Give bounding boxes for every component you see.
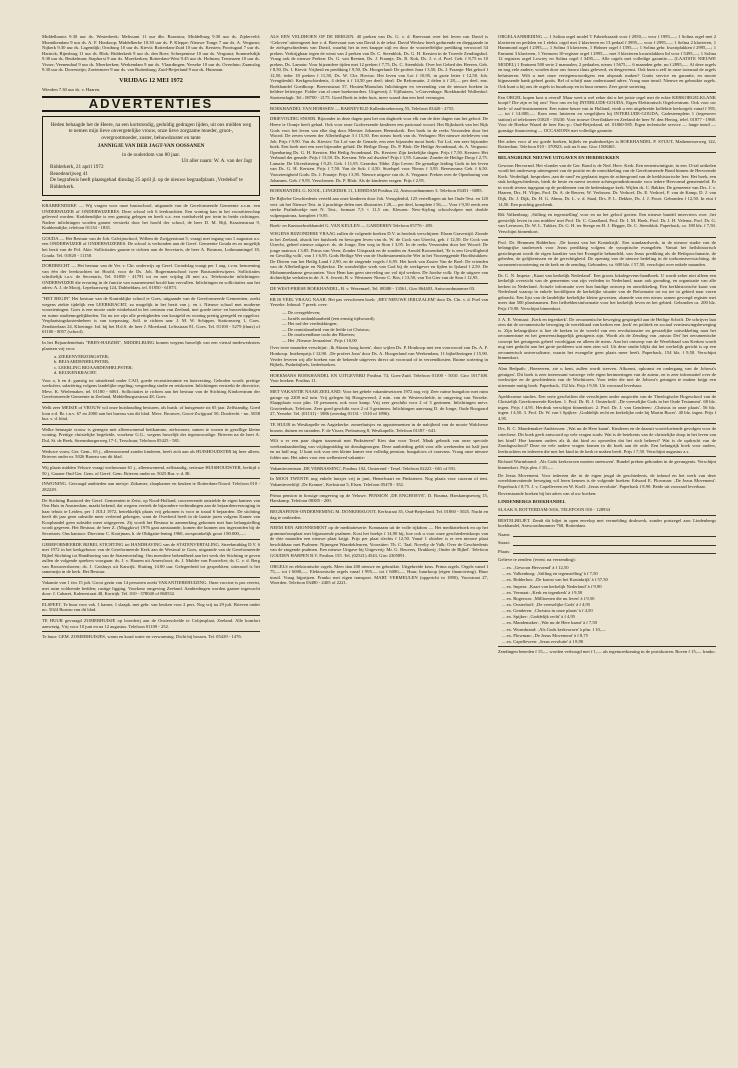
divider bbox=[42, 293, 260, 294]
announcement-intro: Heden behaagde het de Heere, na een kortstondig, geduldig gedragen lijden, uit ons midden weg te nemen mijn lieve onvergetelijke vrouw, onze lieve zorgzame moeder, groot-, overgrootmoeder, zuster, behuwdzuster en tante bbox=[50, 121, 252, 141]
order-item[interactable]: ....ex. Wurmbrand: ‚Als Gods kerkvorsen' à plm. f 10,— bbox=[502, 626, 606, 632]
announcement-street: Benedenrijweg 41 bbox=[50, 170, 88, 177]
order-item[interactable]: ....ex. ‚Gewoon Hervormd' à f 12,50 bbox=[502, 565, 569, 571]
ad-text: ER IS VEEL VRAAG NAAR: Het pas verschenen boek: ‚HET NIEUWE JERUZALEM' door Ds. Chr. v. d. Poel van Yerseke. Inhoud: 7 preek. over: bbox=[270, 296, 488, 308]
divider bbox=[498, 270, 716, 271]
column-2 bbox=[270, 34, 488, 1050]
divider bbox=[498, 391, 716, 392]
ad-text: Dr. C. N. Impeta: ‚Kaart van kerkelijk Nederland'. Een groots lokalegevens-handboek. U wordt zeker niet alleen een kerkelijk overzicht van de gemeenten van zijn verleden in Nederland, maar ook gronding, en organisatie van alle kerken in Nederland. Actuele informatie over hun huidige ontwerp en ontwikkeling. Een kerkhistorische kaart van Nederland waarop in enkele hoofdlijnen de kerkelijke situatie van de Reformatie tot nu toe in gebied naar voren gebracht. Een lijst van de landelijke kerkelijke kleine gewesten, alsmede van een nieuw samen gevoegd register met meer dan 500 plaatsnamen. Een liefhebbersinformatie voor het kerkelijk leven en het gebied. Gebonden ca. 200 blz. Prijs f 9,90. Verschijnt binnenkort. bbox=[498, 272, 716, 311]
divider bbox=[270, 103, 488, 104]
ad-text: Te huur: GEM. ZOMERHUISJES, warm en koud water en verwarming. Dicht bij bossen. Tel. 05429 - 1476. bbox=[42, 634, 242, 640]
ad-text: BOEKHANDEL VAN HORSSEN — BARNEVELD Kallenbroekerweg 55, Telefoon 03420 - 2755. bbox=[270, 105, 455, 111]
ad-text: De Bijbelse Geschiedenis verteld aan onze kinderen door Joh. Vreugdenhil, 125 vertellingen uit het Oude Test. en 120 vert. uit het Nieuwe Test. in 2 prachtige delen met illustraties f 28,— per deel, komplete f 56,—. Voor f 9,50 reeds een sterke Psalmboekje met N. Test., formaat 7,5 × 11,5 cm. Kleuren: New-Styling schoolvulpen met double vulpenpatrona, kompleet f 9,95. bbox=[270, 195, 488, 218]
order-item[interactable]: ....ex. Plowman: ‚De Jezus Movement' à f 8,75 bbox=[502, 632, 588, 638]
death-announcement bbox=[42, 116, 260, 196]
ad-text: DORDRECHT — Het bestuur van de Ver. v. Chr. onderwijs op Geref. Grondslag vraagt per 1 aug. i.v.m. benoeming van één der leerkrachten tot Hoofd, voor de Ds. Joh. Bogermanschool twee Basisonderwijzers. Sollicitaties schriftelijk t.a.v. de Secretaris, Tel. 01850 - 41791 tot en met vrijdag 26 mei a.s. Telefonische inlichtingen: ONDERWIJZER die ervaring in de functie van waarnemend hoofd kan vervullen. Inlichtingen en sollicitaties aan het adres: A. J. de Mooij, Lepelaarsweg 124, Dubbeldam, tel. 01850 - 61873. bbox=[42, 263, 260, 291]
divider bbox=[270, 386, 488, 387]
divider bbox=[42, 599, 260, 600]
divider bbox=[42, 577, 260, 578]
ad-text: DE WEST-FRIESE BOEKHANDEL, B. v. Wezemael, Tel. 08380 - 13561, Giro 864403, Antwoordnummer 03. bbox=[270, 286, 476, 292]
order-item[interactable]: ....ex. Vermaat: ‚Kerk en tegenkerk' à f 9,50 bbox=[502, 589, 583, 595]
form-name-field-label: Naam: bbox=[498, 531, 511, 537]
ad-text: TE HUUR in Westkapelle en Aagtekerke: zomerhuisjes en appartementen in de nabijheid van de mooie Walcherse bossen, duinen en stranden. F. de Visser, Prelaatweg 8, Westkapelle, Telefoon 01187 - 641. bbox=[270, 422, 488, 433]
ad-list-item: d. KEUKENKRACHT. bbox=[54, 370, 98, 376]
ad-text: ORGELAANBIEDING — 1 Solina orgel model T Fabriekszaak voor f 2950,— voor f 1995,—; 1 Solina orgel met 2 klavieren en pedalen en 1 elektr. orgel met 2 klavieren en 13 pedaal f 3995,— voor f 2995,—; 1 Solina 2 klavieren, 1 Hammond orgel f 2395,—; 1 Solina 3 klavieren, 1 Hohner orgel f 1395,—; 1 Solina gebr. kwartplakken f 2995,—; 1 Eminent 3 klavieren, 1 Vermoen 10-register orgel f 2995,— met 3 klavieren kwartslakken lid voor f 5495,—; 1 Solina 12 registers orgel Lowrey en Solina orgel f 3495,—. Alle orgels met volledige garantie.— (LAATSTE NIEUWE MODEL) 1 Eminent 500 serie 2 manualen, 2 pedaalen, nieuw f 5675,— 6 maanden gebr. nu f 2895,—. Al deze orgels en nog vele andere, worden door ons franco thuis geleverd, en desgewenst. Ook kunt u zelf in onze toonzaal de orgels beluisteren. Wilt u met onze vertegenwoordigers een afspraak maken? Gratis service en garantie, en mooie bijpassende bank geheel gratis. Bel of schrijf naar onderstaand adres. Vraag naar inruil. Nieuwe en gebruikte orgels. Ook kunt u bij ons de orgels in huurkoop en in huur nemen. Zeer grote sortering. bbox=[498, 34, 716, 89]
divider bbox=[270, 370, 488, 371]
ad-text: De Jezus Movement. Voor iedereen die in de eigen jeugd de geschiedenis, de inhoud en het werk van deze wereldomvattende beweging wil leren kennen is de volgende boeken: Edward E. Plowman: ‚De Jezus Movement'. Paperback f 8,75. J. v. Capelleveen en W. Kroll: ‚Jezus revolutie'. Paperback f 8,90. Beide uit voorraad leverbaar. bbox=[498, 472, 716, 489]
ad-list bbox=[54, 354, 260, 376]
ad-list-item: a. ZIEKENVERZORGSTER; bbox=[54, 353, 110, 359]
announcement-signed: Uit aller naam: W. A. van der Jagt bbox=[181, 157, 252, 164]
divider bbox=[42, 424, 260, 425]
ad-text: ALS EEN VELDHOEN OP DE BERGEN. 40 preken van Ds. G. v. d. Breevaart over het leven van David is ‘Geloven’ uiteengezet hoe v. d. Breevaart was van David is de tekst: David Weslaw heeft gedurende en diepgaande in de zielsgeschiedenis van David, waarbij het in een knappe stijl en door de voortreffelijke prediking verwoord 34 preken. Verkrijgbaar tegen de winst van 2 preken van Dr. C. Steenblok, Ds. G. H. Kersten in de Tweede Zendingsbul. Vraag ook de nieuwe Preken: Ds. G. van Reenen, Ds. J. Fraanje, Ds. R. Kok, Ds. J. v. d. Poel. Geb. f 8,75 in 10 preken, Ds. Lamain: Voor bijzondere tijden met 12 preken f 7,75, Ds. C. Steenblok: Over het Gebed des Heeren, Geb. f 8,50, Ds. I. Kievit: Vrijheid en prediking f 9,50, Ds. Hoogerland: De profeet Jona f 3,50, Ds. J. Fraanje: Het geloof f 12,50, ieder 18 preken f 11,50, Ds. W. Chr. Hovius: Het leven van Lot f 10,95, in grote letter f 12,50. Joh. Vreugdenhil: Kerkgeschiedenis, 4 delen à f 14,50 per deel; ideal. De Reformatie, 2 delen à f 28,— per deel, enz. Boekhandel Goedkoop: Boerenstraat 57, Houten/Maassluis Inlichtingen en verzending van de nieuwe boeken in heldere lettertype. Folder van al onze boekenorders. Uitgeverij J. Vijfhuizen, 's-Gravenhage. Boekhandel Wollenhof. Stoetenslagh. Tel.: 08700 - 2175. Goed Boek in ieder huis, meer waard dan een heel vermogen. bbox=[270, 34, 488, 101]
ad-list-item: b. BEJAARDENHELPSTER; bbox=[54, 359, 110, 365]
ad-text: J. A. E. Vermaat: ‚Kerk en tegenkerk'. De oecumenische beweging gespiegeld aan de Heilige Schrift. De schrijver laat zien dat de oecumenische beweging de wereldraad van kerken een ‚kerk' en politiek en sociaal vernieuwingsbeweging is. Zijn belangrijkste is hoe de kerken in de wereld van een revolutionaire en gevaarlijke ontwikkeling naar het oecumenisme en het gemeenschappelijk getuigenis zijn. Wordt als de Zending van ‚missio Dei' het oecumenische concept het getuigenis geheel voorbijgaat en alleen de mens. Aan het ontwerp van de Wereldraad van Kerken wordt nog niet gedacht aan het grote probleem wat men zien wil. Uit deze studie blijkt dat het werkelijk gericht is op een oecumenisch universalisme, waarin het evangelie geen plaats meer heeft. Paperback, 154 blz. f 9,50. Verschijnt binnenkort. bbox=[498, 316, 716, 361]
announcement-burial: De begrafenis heeft plaatsgehad dinsdag 25 april jl. op de nieuwe begraafplaats ‚Vredehof' te Ridderkerk. bbox=[50, 177, 243, 190]
divider bbox=[498, 456, 716, 457]
ad-text: MET VAKANTIE NAAR ZEELAND. Voor het gehele vakantieseizoen 1972 nog vrij: Zeer ruime bungalow met ruim garage op 2200 m2 tuin. Vrij gelegen bij Hoogeweerd, 2 min. van de Westerschelde, in omgeving van Yerseke. Slaapplaats voor plm. 10 personen, ook voor kamp. Vrij zeer geschikt voor 2 of 3 gezinnen. Inlichtingen mevr. Grootenhuis. Telefoon. Zeer goed geschikt voor 2 of 3 gezinnen. Inlichtingen aanvraag D. de Jonge, Oude Boogaard 27, Yerseke. Tel. (01131) - 1886 (overdag 01131 - 1510 of 1896). bbox=[270, 389, 488, 417]
ad-list-item: — De onmisbaarheid van de liefde tot Christus; bbox=[282, 326, 370, 332]
ad-text: LINDENBERGS BOEKHANDEL bbox=[498, 499, 566, 505]
divider bbox=[42, 233, 260, 234]
form-place-field-label: Plaats: bbox=[498, 548, 511, 554]
ad-text: Wierden 7.30 uur ds. v. Haaren. bbox=[42, 86, 101, 92]
ad-text: HOEKMANS BOEKHANDEL EN UITGEVERIJ Postbus 74, Goes-Zuid. Telefoon 01100 - 5010. Giro 1017108. Voor boeken: Postbus 11. bbox=[270, 372, 488, 384]
ad-text: Het adres voor al uw goede boeken, bijbels en psalmboekjes is BOEKHANDEL P. STUUT, Mathenesserweg 122, Rotterdam. Telefoon 010 - 370923, ook na 6 uur. Giro 1508465. bbox=[498, 138, 716, 150]
divider bbox=[270, 561, 488, 562]
ad-text: WEGENS BIJZONDERE VRAAG zullen de volgende boeken D.V. in herdruk verschijnen: Elsam Gravestijd: Zionde in het Zeeland, alsook het huisboek en bewogen leven van ds. W. de Cock van Utrecht, geb. f 12,50. De Cock van Utrecht, geheel nieuwe uitgave: ds. de Jonge, Een weg in Sion f 3,95. In de reeks Verzonden door het Woord: De jonge matroos f 3,85. Pitrus van Veen; Zonder Uitspraak en de zonden en Arnold Roosendael, 'Er is een Gewilligheid en Gewillig volk', van 1 f 6,95. Gods Heilige Wet van de Oudtestamentische Wet in het Voorzeggende Hoofdstukken: De Dieren van het Heilig Land f 2,90, en de zingende vogels f 6,95. Het boek van Zuster Van de Boel: De vrienden van de Allerheiligste en Nijkerkse. De wonderlijke werk van God bij de werkgever en lijden in Ijsland f 2,50. De Mohammedaanse gewoonten. Voor Hem kan geen sterveling uw vol tijd werken. De Joodse volk: Op de uitgave van dichterlijke verhalen in de: A. S. Jewett; B. v. Westmeer Nieuw C. Bos, f 13,50, van Tot Gier van de Sion f 12,95. bbox=[270, 231, 488, 281]
ad-text: Middelharnis 9.30 uur ds. Westerbeek; Melissant 11 uur dhr. Boonstra; Middelburg 9.30 uur ds. Zijderveld; Monnikendam 9 uur ds. A. F. Honkoop; Middelkerke 10.30 uur ds. P. Kleppe; Nieuwe Tonge 7 uur ds. A. Vergunst; Nijkerk 9.30 uur ds. Lagendijk; Oostburg 10 uur ds. Kievit; Rotterdam-Zuid 10 uur ds. Kersten; Poortugaal 7 uur ds. Harinck; Rijnsburg 11 uur ds. Blok; Ridderkerk 9 uur ds. den Boer; Scherpenisse 10 uur ds. Vergunst; Sommelsdijk 9.30 uur ds. Beukelman; Staphorst 9 uur ds. Moerkerken; Rotterdam-West 9.45 uur ds. Hofman; Terneuzen 10 uur ds. Visser; Veenendaal 9 uur ds. Moerkerken; Werkendam 9 uur ds. Vlaardingen; Yerseke 10 uur ds. Overduin; Zaamslag 9.30 uur ds. Dorresteijn; Zoetermeer 9 uur ds. van Ruitenburg; Zuid-Beijerland 9 uur ds. Huisman. bbox=[42, 34, 260, 73]
ad-text: Vakantie van 1 t/m 15 juli. Groot gezin van 14 personen zoekt VAKANTIEBEHUIZING. Onze vaccine is pas vereist, met ruim voldoende bedden; rustige ligging. Voorkeur omgeving Zeeland. Aanbiedingen worden gaarne ingewacht door: J. Cabaret, Kalenestraat 48, Kortrijk. Tel. 010 - 378040 of 860532. bbox=[42, 580, 260, 597]
ad-text: BOEKHANDEL G. KOOL, LINGEDIJK 11, LEERDAM Postbus 22, Antwoordnummer 3. Telefoon 03451 - 6885. bbox=[270, 188, 483, 194]
order-item[interactable]: ....ex. Genderen: ‚Christus in onze plaats' à f 4,50 bbox=[502, 608, 593, 614]
ad-text: BEGRAFENIS-ONDERNEMING M. DONKERSLOOT, Kerkstraat 35, Oud-Beijerland. Tel. 01860 - 5025. Nacht en dag te ontbieden. bbox=[270, 509, 488, 520]
form-street-field[interactable] bbox=[498, 540, 716, 546]
form-name-field[interactable] bbox=[498, 532, 716, 538]
divider bbox=[270, 220, 488, 221]
divider bbox=[42, 631, 260, 632]
order-item[interactable]: ....ex. Capelleveen: ‚Jezus revolutie' à f 8,90 bbox=[502, 638, 584, 644]
divider bbox=[270, 185, 488, 186]
ad-text: Weduwe vouw, Ger. Gem., 65 j., alleenwonend zonder kinderen, heeft zich aan als HUISHOUDSTER bij heer alleen. Brieven onder nr. 5026 Bureau van dit blad. bbox=[42, 448, 260, 460]
divider bbox=[498, 363, 716, 364]
ad-text: SLAAK 8, ROTTERDAM-3016, TELEFOON 010 - 128934 bbox=[498, 506, 610, 512]
order-item[interactable]: ....ex. Rogerson: ‚Millioenen die nu leven' à f 9,50 bbox=[502, 595, 595, 601]
divider bbox=[498, 646, 716, 647]
column-1 bbox=[42, 34, 260, 1050]
ad-text: Wij plaats midden Veluwe vraagt weduwnaar 61 j., alleenwonend, zelfstandig, serieuze HUISHOUDSTER, leeftijd ± 50 j. Gaarne Oud Ger. Gem. of Geref. Gem. Brieven onder nr. 5025 Bur. v. d. Bl. bbox=[42, 465, 260, 476]
ad-text: GOUDA — Het Bestuur van de Joh. Calvijnschool, Willem de Zwijgerstraat 5, vraagt met ingang van 1 augustus a.s. een ONDERWIJZER of ONDERWIJZERES. De school is verbonden aan de Geref. Gemeente Gouda en zo mogelijk het bezit van de Pol. Akte. Sollicitaties gaarne te richten aan de Secretaris, de heer A. Bosman, Lothmanningel 18, Gouda. Tel. 01820 - 11158. bbox=[42, 235, 260, 258]
divider bbox=[270, 463, 488, 464]
ad-list bbox=[282, 310, 488, 343]
form-name-field-rule[interactable] bbox=[513, 532, 716, 537]
divider bbox=[42, 478, 260, 479]
ad-text: Bovenstaande boeken bij het adres van al uw boeken: bbox=[498, 491, 597, 497]
announcement-name: JANNIGJE VAN DER JAGT-VAN OOSSANEN bbox=[97, 143, 205, 150]
ad-text: Richard Wurmbrand: ‚Als Gods kerkvorsen moeten sneeuwen'. Bundel preken gehouden in de gevangenis. Verschijnt binnenkort. Prijs plm. f 10,—. bbox=[498, 459, 716, 470]
divider bbox=[42, 337, 260, 338]
divider bbox=[42, 615, 260, 616]
order-item[interactable]: ....ex. Spijker: ‚Goddelijk recht' à f 4,95 bbox=[502, 614, 576, 620]
divider bbox=[498, 515, 716, 516]
divider bbox=[42, 539, 260, 540]
ad-text: Apeldoornse studies. Een serie geschriften die verschijnen onder auspiciën van de Theologische Hogeschool van de Christelijk Gereformeerde Kerken. 1. Prof. Dr. B. J. Oosterhoff: ‚De vreeselijke Gods in het Oude Testament'. 68 blz. ingen. Prijs f 4,95. Herdruk verschijnt binnenkort. 2. Prof. Dr. J. van Genderen: ‚Christus in onze plaats'. 56 blz. ingen. f 4,50. 3. Prof. Dr. W. van 't Spijker: ‚Goddelijk recht en kerkelijke orde bij Martin Bucer'. 40 blz. ingen. Prijs f 4,95. bbox=[498, 393, 716, 421]
form-footer: Zendingen beneden f 15,— worden verhoogd met f 1,— als tegemoetkoming in de portokosten. Boven f 15,— franko. bbox=[498, 648, 716, 654]
divider bbox=[42, 495, 260, 496]
divider bbox=[270, 506, 488, 507]
divider bbox=[270, 522, 488, 523]
order-item[interactable]: ....ex. Impeta: ‚Kaart van kerkelijk Nederland' à f 9,90 bbox=[502, 583, 602, 589]
ad-list-item: — De onafwendbare tocht der Bloeiers; bbox=[282, 332, 356, 338]
divider bbox=[42, 462, 260, 463]
form-street-field-rule[interactable] bbox=[513, 541, 716, 546]
divider bbox=[270, 294, 488, 295]
divider bbox=[42, 446, 260, 447]
order-item[interactable]: ....ex. Oosterhoff: ‚De vreeselijke Gods' à f 4,95 bbox=[502, 601, 591, 607]
ad-text: Welke hennapie vrouw is genegen met alleenwonend heitkamme, zielswoner, samen te wonen in gezellige kleine woning. Prettige christelijke begeleide, voorkeur G.G., wegens huwelijk der tegenwoordige. Brieven na de heer A. Dul, St. de Beek, Streumburgerweg 17-1, Terschuur, Telefoon 05425 - 581. bbox=[42, 426, 260, 443]
divider bbox=[498, 209, 716, 210]
divider bbox=[498, 92, 716, 93]
divider bbox=[270, 435, 488, 436]
ad-text: Prof. Dr. Hemmen Ridderbos: ‚De komst van het Koninkrijk'. Een standaardwerk, in de nieuwe studie van de belangrijke studiewerk voor Jezus prediking volgens de synoptische evangeliën. Vanuit het heilshistorisch gezichtspunt wordt de eigen karakter van het Evangelie behandeld, van Jezus prediking als de Heilsproclamatie, de gebeden, de gelijkenissen en de gerechtigheid. De opening van de nieuwe bedeling in de toekomstverwachting, de sacramentvoorziening en de kerk en de zending. Gebonden, ca. 600 blz. f 57,50, verschijnt over enkele maanden. bbox=[498, 239, 716, 267]
divider bbox=[42, 260, 260, 261]
ad-list-item: — De overgebleven; bbox=[282, 310, 321, 316]
ad-text: Rik Valkenburg: ‚Stilling en tegenstelling' voor en na het geloof gezien. Een nieuwe bundel interviews over ‚het geestelijk leven in ons midden' met Prof. Dr. C. Graafland, Prof. Dr. I. M. Hoek, Prof. Dr. J. H. Velema, Prof. Dr. G. van Leeuwen, Dr. W. L. Tukker, Dr. G. H. ter Steege en H. J. Hegger, Dr. C. Steenblok. Paperback, ca. 180 blz. f 7,50. Verschijnt binnenkort. bbox=[498, 212, 716, 234]
form-place-field-rule[interactable] bbox=[513, 549, 716, 554]
ad-text: NEEM EEN ABONNEMENT op de meditatieserie: Komnaam uit de volle rijkdom — Het meditatieboek en op het grammofoonplaat met bijpassende psalmen. Kost het boekje f 14,90 bij, hoe ook u voor onze geschiedeniskorps van de drie maanden een nieuwe plaat krijgt. Prijs per plaat slechts f 12,50. Vanaf 1 oktober is er een nieuwe plaat beschikbaar met Psalmen: Nijmegen Waardekleuren, Voorzitter: Th. C. Taal. Novelty de Valk: Over de Geschiedenis van de zingende psalmen. Een nieuwe Uitgave bij Uitgeverij: Mr. G. Reuvers, Drukkerij ‚Onder de Bijbel'. Telefoon GOUDEN HARPEN B.V. Postbus 155. Tel. (02521) 4543, Giro 2305891. bbox=[270, 525, 488, 559]
form-place-field[interactable] bbox=[498, 549, 716, 555]
divider bbox=[270, 490, 488, 491]
divider bbox=[498, 423, 716, 424]
column-3 bbox=[498, 34, 716, 1050]
divider bbox=[498, 314, 716, 315]
ad-text: Gewoon Hervormd. Het vlonder van de Ger. Bond is de Ned. Herv. Kerk. Een eenentwintigste, in een 13-tal artikelen wordt het onderwerp uiteengezet van de positie en de ontwikkeling van de Gereformeerde Bond binnen de Hervormde Kerk. Verdedigd, besproken ‚aan de rand' en geplaatst tegen de achtergrond van de kerkhistorische leer. Het boek, een stuk kerkgeschiedenis, biedt de beste en meest recente achtergrondinformatie voor iedere Hervormd gemeentelid. Er in wordt tevens ingegaan op de problemen van de hedendaagse kerk. Wijlen ds. C. Bakker, De gemeente van Drs. J. v. Haaren, Drs. H. Vlijm, Prof. Dr. A. de Reuver, W. Verboom. Dr. Verhoef, Ds. E. Verhoef, F. van de Kamp, D. J. van Dijk, Dr. J. Dijk, Dr. H. G. Abma, Dr. L. v. d. Staal, Drs. P. L. Dekker, Ds. J. J. Poort. Gebonden f 12,50. In etui f 14,50. Een prachtig geschenk. bbox=[498, 162, 716, 207]
divider bbox=[270, 113, 488, 114]
ad-text: KRABBENDIJKE — Wij vragen voor onze basisschool, uitgaande van de Gereformeerde Gemeente a.s.m. een ONDERWIJZER of ONDERWIJZERES. Deze school telt 6 leerkrachten. Een woning kan in het voorzitterschap geleverd worden. Krabbendijke is een gunstig gelegen en heeft o.a. een voetbalveld per trein in beide richtingen. Nadere inlichtingen worden gaarne verstrekt door het hoofd der school, de heer D. M. Bijl, Kraaienstraat 9, Krabbendijke, telefoon 01134 - 1835. bbox=[42, 202, 260, 231]
divider bbox=[270, 283, 488, 284]
divider bbox=[498, 152, 716, 153]
order-item[interactable]: ....ex. Ridderbos: ‚De komst van het Koninkrijk' à f 57,50 bbox=[502, 577, 608, 583]
ad-text: Welk zeer MEISJE of VROUW wil onze huishouding besturen, als huish. of huisgenote tot 65 jaar. Zelfstandig. Goed loon e.d. Br. t.n.v. 67 en 2000 aan het bureau van dit blad. Mevr. Brouwer, Groot-Zwijgraaf 50, Dordrecht - no. 5038 bur. v. d. blad. bbox=[42, 405, 260, 422]
ad-text: Drs. R. C. Mandemaker-Andriessen: ‚Wat nu de Here kaant'. Kinderen en de daaruit voortvloeiende gevolgen voor de catechese. Dit boek geeft antwoord op vele vragen zoals: Wat is de betekenis van de christelijke doop in het leven van het kind? Hoe kunnen ouders als ik dat kind zo opvoeden dat het zich bekeert? Wat is de opdracht van de Zondagsschool? Deze en vele andere vragen komen in dit boek aan de orde. Een belangrijk boek voor ouders, leerkrachten en iedereen die met het kind in de kerk te maken heeft. Prijs f 7,50. Verschijnt augustus a.s. bbox=[498, 426, 716, 454]
ad-text: ORGELS en elektronische orgels. Meer dan 200 nieuwe en gebruikte. Uitgebreide keus. Prima orgels. Orgels vanaf f 75,— tot f 6000,—. Elektronische orgels vanaf f 995,— tot f 6000,—. Huur, huurkoop (eigen financiering). Huur inruil. Vraag bijprijzen. Franko met eigen transport. MART VERMEULEN (opgericht in 1890), Voorstraat 27, Woerden. Telefoon 03480 - 2405 of 2221. bbox=[270, 563, 488, 586]
order-item[interactable]: ....ex. Valkenburg: ‚Stilling en tegenstelling' à f 7,50 bbox=[502, 571, 598, 577]
ad-text: INWONING. Gevraagd aanbieden aan meisje: Zitkamer, slaapkamer en keuken te Rotterdam-Noord. Telefoon 010 - 282229. bbox=[42, 481, 260, 492]
ad-text: Alan Redpath: ‚Hoezeeren, zie u kent, zullen wordt sterven. Afkomst, opkomst en ondergang van de Johova's getuigen'. Dit boek is zeer interessant vanwege vele eigen herinneringen van de auteur, en is zeer informatief over de werkwijze en de geschiedenis van de Wachttoren. Voor ieder die met de Johova's getuigen te maken krijgt een uitermate nuttig boek. Paperback, 152 blz. Prijs f 9,50. Uit voorraad leverbaar. bbox=[498, 366, 716, 388]
date-heading: VRIJDAG 12 MEI 1972 bbox=[119, 76, 183, 84]
ad-list-item: — Het ‚Nieuwe Jeruzalem'. Prijs f 10,00 bbox=[282, 337, 357, 343]
form-request: Gelieve te zenden: (event. na verzending): bbox=[498, 557, 576, 563]
divider bbox=[270, 473, 488, 474]
ad-text: Een ORGEL kopen kost u overal! Maar weet u wel zeker dat u het juiste orgel met de echte KERKORGELKLANK koopt? Die zijn er bij ons! Voor ons en bij INTERLUDE-GOUDA, Eigen Elektronisch Orgelcentrum. Ook voor uw kerk- of zaal-instrumenten. Een ruime keuze van in Holland, vindt u een uitgebreide kollektie kerkorgels vanaf f 595,— tot f 14.000,—. Kom eens luisteren en vergelijken bij INTERLUDE-GOUDA, Cadesteenplein 1 (tegenover station) of telefoneer 01820 - 19230. Voor trouwe Overflakkee en Zeeland de heer W. den Hertog, telef. 01877 - 1968. Voor de Hoekse Waard de heer Em.-p.: Oud-Beijerland, tel. 01860-585. Eigen technische service — lange inruil — gunstige financiering — OCCASIONS met volledige garantie. bbox=[498, 94, 716, 133]
ad-text: DRIEVOUDIG SNOER. Bijzonder in deze dagen past het om dagboek voor elk van de drie dagen van het geloof. De Heere te Oranje heeft gehad. Ook voor onze Godvrezende kinderen een pastoraal woord. Het Rijksboek van het Rijk Gods voor het leven van elke dag door Meester Johannes Heemskerk. Een boek in de reeks Verzonden door het Woord. De zeven verzen der Allerheiligste 3 f 15,50. Een nieuw boek van ds. Verhagen: Het nieuwe zieleleven van Job. Prijs f 9,90. Van ds. Kieviet: Tot Lof van de Genade, een zeer bijzonder mooi boek: Tot Lof, een zeer bijzonder boek. Een boek met een zeer bijzonder geluid. De Heilige Doop. Ds. P. Blok: De Heilige Avondmaal, ds. A. Vergunst: Openbaring Ds. G. H. Kersten. Het Heilig Avondmaal. Ds. Kersten: Zijn kerkelijke dagen. Prijs f 7,50. Kersten: Het Verbond der genade. Prijs f 13,50. Ds. Kersten: Wie zal dwalen? Prijs f 1,95. Lamain: Zonder de Heilige Doop f 2,75. Lamain: De Uitverkiezing f 9,25. Geb. f 11,95. Gerardus Tibbe. Zijn Leven: De genadige leiding Gods in het leven van Ds. G. H. Kersten. Prijs f 7,50. Van de Sok: f 4,50. Stoelspel voor Nieuw f 3,95. Breeuwsma Geb. f 6,50. Voorzienigheid Gods: Ds. J. Fraanje. Prijs f 3,95. Nieuwe uitgave van ds. A. Vergunst: Preken over de Openbaring van Johannes. Geb. f 9,95. Verschenen: Ds. P. Blok: Als de kinderen vragen. Prijs f 2,95. bbox=[270, 116, 488, 183]
ad-text: "HET BEGIN" Het bestuur van de Koninklijke school te Goes, uitgaande van de Gereformeerde Gemeenten, zoekt wegens ziekte tijdelijk een LEERKRACHT, zo mogelijk in het bezit van j. en i. Nieuwe school met moderne voorzieningen. Goes is een mooie oude winkelstad in het centrum van Zeeland, met goede trein- en busverbindingen en ruime studiemogelijkheden. Tot nu toe zijn alle prettigheden van kostgeld en woning prettig geregeld en opgelost. Verplaatsingskostenbeheer is van toepassing. Soll. te richten aan: J. M. W. Schipper, Stationsweg 1, Goes. Zendsterlaan 24, Kloetinge. Inl. bij het H.d.S. de heer J. Moerland, Lelisstraat 81, Goes. Tel. 01100 - 5279 (thuis) of 01100 - 8057 (school). bbox=[42, 296, 260, 335]
form-street-field-label: Straat: bbox=[498, 540, 510, 546]
ad-text: TE HUUR gevraagd ZOMERHUISJE op boerderij aan de Oosterschelde te Colijnsplaat, Zeeland. Alle komfort aanwezig. Vrij voor 10 juni en na 12 augustus. Telefoon 01109 - 252. bbox=[42, 618, 260, 629]
divider bbox=[42, 402, 260, 403]
ad-text: ELSPEET. Te huur voor vak. 1 kamer, 1 slaapk. met gebr. van keuken voor 2 pers. Nog vrij na 29 juli. Brieven onder no. 5024 Bureau van dit blad. bbox=[42, 601, 260, 613]
ad-text: In MOOI TWENTE nog enkele huisjes vrij in juni, Hemelvaart en Pinksteren. Nog plaats voor caravan of tent. Vakantieverblijf ‚De Kramer', Kerkstraat 5, Elsen. Telefoon 05478 - 352. bbox=[270, 476, 488, 487]
ad-text: BELANGRIJKE NIEUWE UITGAVEN EN HERDRUKKEN bbox=[498, 154, 620, 160]
ad-text: Vakantiecentrum ‚DE VERRASSING', Postbus 102, Oosterend - Texel. Telefoon 02223 - 661 of 591. bbox=[270, 465, 457, 471]
announcement-age: in de ouderdom van 80 jaar. bbox=[122, 151, 180, 158]
divider bbox=[498, 136, 716, 137]
section-title-advertenties: ADVERTENTIES bbox=[42, 96, 260, 112]
ad-text: In het Bejaardentehuis "EBEN-HAEZER", MIDDELBURG komen wegens huwelijk van een viertal medewerksters plaatsen vrij voor: bbox=[42, 340, 260, 351]
ad-list-item: — Het rad der verdrukkingen; bbox=[282, 321, 338, 327]
order-form bbox=[498, 532, 716, 655]
ad-text: De Stichting Rustoord der Geref. Gemeenten te Zeist, op Nood-Holland, couvreerende ontzielde de eigen kamers van Ons Huis in Amsterdam, maakt bekend, dat wegens vertrek de bijzondere verbindingen aan de bejaardenverzorging in haar tehuis te Leiden, per 1 JULI 1972, betrekkelijk plaats vrij gekomen is voor in totaal 6 bejaarden. De stichting heeft dit jaar geen subsidie meer verleend gekregen, want de Overheid heeft in de laatste jaren volgens Kamer van Koophandel geen subsidie meer uitgegeven. Zij wordt het Bestuur in aanmerking gekomen met hun belangstelling wordt gegeven. Het Bestuur, de heer Z. (Muggkow) 1976 gaat aanstaande, komen die kunnen ons ingezonden bij de Secretaris. Ons kantoor: Directeur C. Kooijman, b. de Obligatie-lening 1960, oorspronkelijk groot f 80.000,—. bbox=[42, 497, 260, 536]
ad-text: Voor a, b en d: gunstig tot uitstekend onder CAO, goede recreatieruimte en huisvesting. Geboden wordt: prettige werksfeer, salariëring volgens landelijke regeling; vergoeding studie en reiskosten. Inlichtingen verstrekt de directrice, Mevr. K. Wielemaker, tel. 01180 - 6061. Sollicitaties te richten aan het bestuur van de Stichting Kindcentrum der Gereformeerde Gemeente in Zeeland, Middelburgsestraat 48, Goes. bbox=[42, 377, 260, 400]
ad-text: Boek- en Kantoorboekhandel G. VAN KEULEN — GARDEREN Telefoon 05776 - 495. bbox=[270, 223, 434, 229]
ad-text: GEREFORMEERDE BIJBEL STICHTING tot HANDHAVING van de STATENVERTALING. Streekmiddag D.V. 6 mei 1972 in het kerkgebouw van de Gereformeerde Kerk aan de Westwal te Goes, uitgaande van de Gereformeerde Bijbel Stichting tot Handhaving van de Statenvertaling. Om meerdere bekendheid aan het werk der Stichting te geven zullen de volgende sprekers voorgaan: ds. J. v. Haaren uit Amersfoort; ds. J. Mulder van Poortvliet; ds. C. v. d. Berg van Brouwershaven; ds. J. Catshuys uit Katwijk. Sluiting 14.00 uur. Gelegenheid tot gesprekken; uiteraard is het samenzijn in de kerk. Het Bestuur. bbox=[42, 541, 260, 575]
ad-list-item: c. LEERLING BEJAARDENHELPSTER; bbox=[54, 364, 133, 370]
announcement-place: Ridderkerk, 21 april 1972 bbox=[50, 164, 104, 171]
order-item[interactable]: ....ex. Mandemaker: ‚Wat nu de Here kaant' à f 7,50 bbox=[502, 620, 597, 626]
ad-text: Prima pension in bossige omgeving op de Veluwe. PENSION ‚DE ENGHOEVE', D. Bouma, Harskampseweg 15, Harskamp. Telefoon 08385 - 200. bbox=[270, 492, 488, 504]
ad-text: BESTELBILJET. Zendt dit biljet in open envelop met vermelding drukwerk, zonder postzegel aan: Lindenbergs boekhandel, Antwoordnummer 768, Rotterdam. bbox=[498, 517, 716, 529]
divider bbox=[42, 200, 260, 201]
divider bbox=[270, 419, 488, 420]
divider bbox=[498, 237, 716, 238]
ad-list-item: — Israëls ondankbaarheid (een ernstig tijdwoord); bbox=[282, 315, 375, 321]
ad-text: Over twee maanden verschijnt: ‚Ik Abram hoog horen', door wijlen Ds. P. Honkoop met een voorwoord van Ds. A. F. Honkoop. Intekenprijs f 12,90. ‚De profeet Jona' door Ds. A. Hoogerland van Werkendam, 11 bijbellezingen f 15,90. Verder leveren wij alle boeken van de bekende uitgevers direct uit voorraad of in verzendkosten. Ruime sortering in Bijbels, Psalmbijbels, liederboeken. bbox=[270, 345, 488, 368]
ad-text: Wilt u er een paar dagen tussenuit met Pinksteren? Kies dan voor Texel. Maak gebruik van onze speciale weekendaanbieding van vrijdagmiddag tot dinsdagmorgen. Deze aanbieding geldt voor alle weekenden tot half juni en na half aug. U kunt ook voor een kleine kamer een volledig pension, bungalows of caravans. Vraag onze nieuwe folder aan. Het adres voor een welbesteed vakantie: bbox=[270, 438, 488, 460]
